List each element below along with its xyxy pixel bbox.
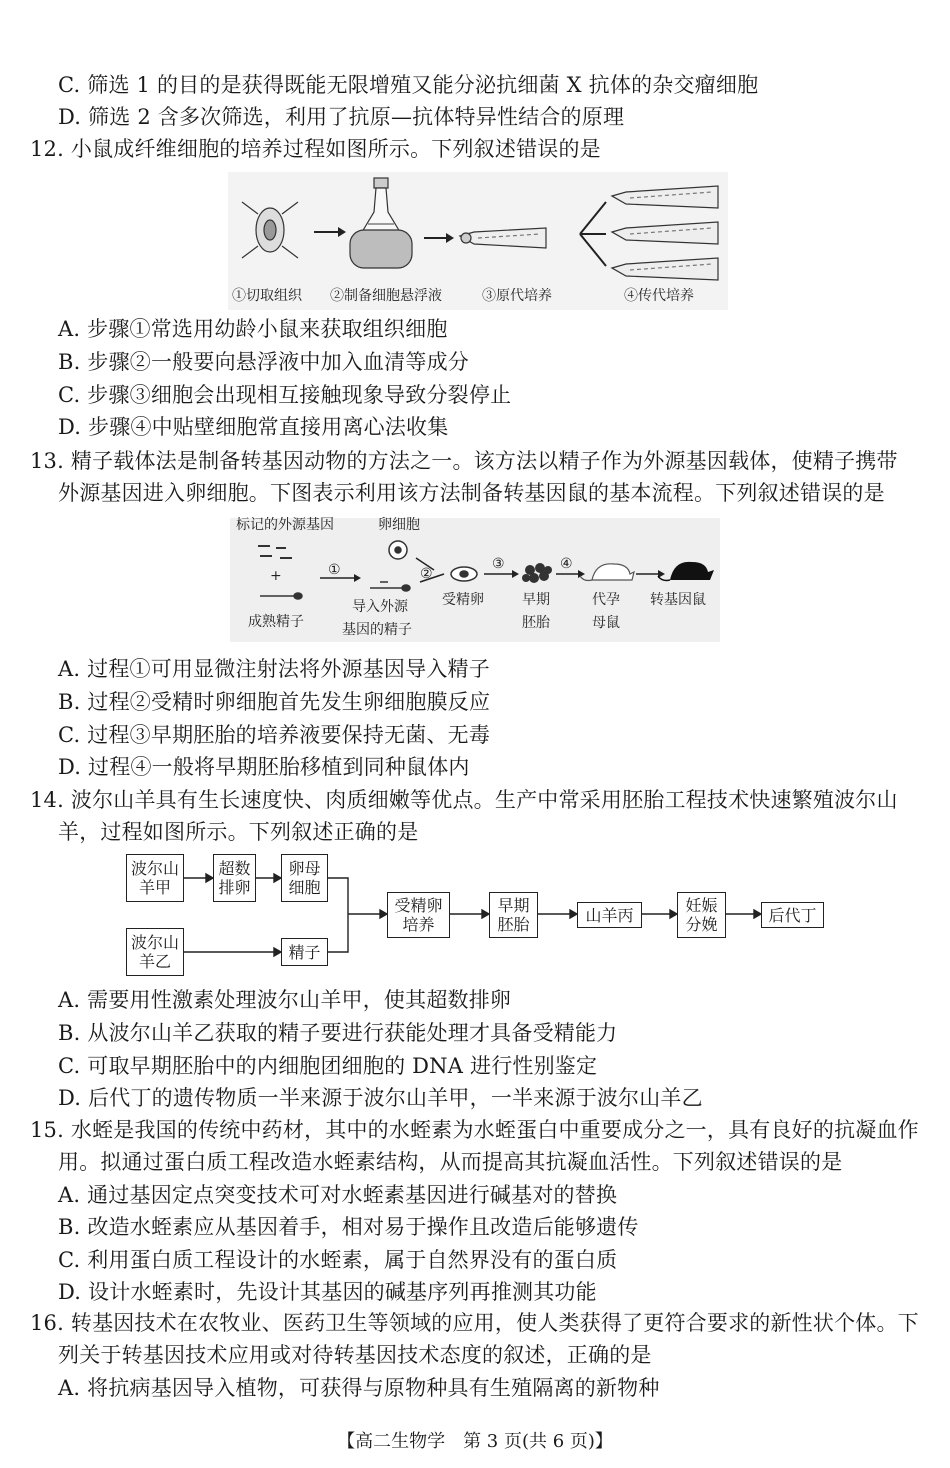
q15-option-b: B. 改造水蛭素应从基因着手，相对易于操作且改造后能够遗传 xyxy=(58,1215,639,1239)
q11-option-d: D. 筛选 2 含多次筛选，利用了抗原—抗体特异性结合的原理 xyxy=(58,105,625,129)
q14-stem-line1: 14. 波尔山羊具有生长速度快、肉质细嫩等优点。生产中常采用胚胎工程技术快速繁殖波尔山 xyxy=(30,788,898,812)
page-footer: 【高二生物学 第 3 页(共 6 页)】 xyxy=(337,1431,613,1452)
q13-option-a: A. 过程①可用显微注射法将外源基因导入精子 xyxy=(58,657,490,681)
box-pregnancy-birth: 妊娠分娩 xyxy=(677,892,726,938)
q13-label-egg: 卵细胞 xyxy=(378,517,420,533)
box-offspring: 后代丁 xyxy=(761,902,824,928)
q13-label-embryo-1: 早期 xyxy=(522,592,550,608)
q15-option-d: D. 设计水蛭素时，先设计其基因的碱基序列再推测其功能 xyxy=(58,1280,597,1304)
q16-stem-line2: 列关于转基因技术应用或对待转基因技术态度的叙述，正确的是 xyxy=(58,1343,652,1367)
q13-stem-line1: 13. 精子载体法是制备转基因动物的方法之一。该方法以精子作为外源基因载体，使精子携带 xyxy=(30,449,898,473)
q14-option-d: D. 后代丁的遗传物质一半来源于波尔山羊甲，一半来源于波尔山羊乙 xyxy=(58,1086,703,1110)
box-sperm: 精子 xyxy=(281,938,328,966)
q13-stem-line2: 外源基因进入卵细胞。下图表示利用该方法制备转基因鼠的基本流程。下列叙述错误的是 xyxy=(58,481,885,505)
q13-label-sperm: 成熟精子 xyxy=(248,614,304,630)
q12-option-a: A. 步骤①常选用幼龄小鼠来获取组织细胞 xyxy=(58,317,448,341)
q12-stem: 12. 小鼠成纤维细胞的培养过程如图所示。下列叙述错误的是 xyxy=(30,137,601,161)
box-oocyte: 卵母细胞 xyxy=(281,854,328,902)
box-superovulation: 超数排卵 xyxy=(213,854,256,902)
box-goat-a: 波尔山羊甲 xyxy=(126,854,184,902)
q12-caption-2: ②制备细胞悬浮液 xyxy=(330,288,442,304)
box-zygote-culture: 受精卵培养 xyxy=(387,892,450,938)
q13-label-embryo-2: 胚胎 xyxy=(522,615,550,631)
q13-plus: + xyxy=(270,568,282,584)
q13-figure xyxy=(230,512,720,644)
q14-flowchart xyxy=(120,850,830,980)
q16-option-a: A. 将抗病基因导入植物，可获得与原物种具有生殖隔离的新物种 xyxy=(58,1376,660,1400)
q13-label-zygote: 受精卵 xyxy=(442,592,484,608)
box-early-embryo: 早期胚胎 xyxy=(489,892,538,938)
q13-label-surrogate-2: 母鼠 xyxy=(592,615,620,631)
q13-option-d: D. 过程④一般将早期胚胎移植到同种鼠体内 xyxy=(58,755,470,779)
q15-option-c: C. 利用蛋白质工程设计的水蛭素，属于自然界没有的蛋白质 xyxy=(58,1248,618,1272)
q13-option-c: C. 过程③早期胚胎的培养液要保持无菌、无毒 xyxy=(58,723,491,747)
q13-step-1: ① xyxy=(328,562,341,578)
q13-label-sperm-gene-1: 导入外源 xyxy=(352,599,408,615)
q15-stem-line2: 用。拟通过蛋白质工程改造水蛭素结构，从而提高其抗凝血活性。下列叙述错误的是 xyxy=(58,1150,843,1174)
q11-option-c: C. 筛选 1 的目的是获得既能无限增殖又能分泌抗细菌 X 抗体的杂交瘤细胞 xyxy=(58,73,759,97)
zygote-icon xyxy=(451,567,477,581)
q12-option-c: C. 步骤③细胞会出现相互接触现象导致分裂停止 xyxy=(58,383,512,407)
q14-option-a: A. 需要用性激素处理波尔山羊甲，使其超数排卵 xyxy=(58,988,512,1012)
box-goat-c: 山羊丙 xyxy=(577,902,642,928)
q14-option-b: B. 从波尔山羊乙获取的精子要进行获能处理才具备受精能力 xyxy=(58,1021,618,1045)
q12-caption-4: ④传代培养 xyxy=(624,288,694,304)
q14-option-c: C. 可取早期胚胎中的内细胞团细胞的 DNA 进行性别鉴定 xyxy=(58,1054,598,1078)
q15-stem-line1: 15. 水蛭是我国的传统中药材，其中的水蛭素为水蛭蛋白中重要成分之一，具有良好的抗凝血作 xyxy=(30,1118,919,1142)
q12-option-b: B. 步骤②一般要向悬浮液中加入血清等成分 xyxy=(58,350,469,374)
q13-step-4: ④ xyxy=(560,556,573,572)
q12-caption-3: ③原代培养 xyxy=(482,288,552,304)
q13-label-gene: 标记的外源基因 xyxy=(236,517,334,533)
q13-option-b: B. 过程②受精时卵细胞首先发生卵细胞膜反应 xyxy=(58,690,491,714)
q13-label-sperm-gene-2: 基因的精子 xyxy=(342,622,412,638)
q13-step-2: ② xyxy=(420,566,433,582)
q13-label-result: 转基因鼠 xyxy=(650,592,706,608)
q13-label-surrogate-1: 代孕 xyxy=(592,592,620,608)
culture-bottle-sub xyxy=(612,186,718,280)
q12-option-d: D. 步骤④中贴壁细胞常直接用离心法收集 xyxy=(58,415,449,439)
q12-caption-1: ①切取组织 xyxy=(232,288,302,304)
q14-stem-line2: 羊，过程如图所示。下列叙述正确的是 xyxy=(58,820,419,844)
egg-icon xyxy=(389,541,407,559)
box-goat-b: 波尔山羊乙 xyxy=(126,928,184,976)
q12-figure xyxy=(228,172,728,310)
q16-stem-line1: 16. 转基因技术在农牧业、医药卫生等领域的应用，使人类获得了更符合要求的新性状个体。下 xyxy=(30,1311,919,1335)
q15-option-a: A. 通过基因定点突变技术可对水蛭素基因进行碱基对的替换 xyxy=(58,1183,618,1207)
q13-step-3: ③ xyxy=(492,556,505,572)
